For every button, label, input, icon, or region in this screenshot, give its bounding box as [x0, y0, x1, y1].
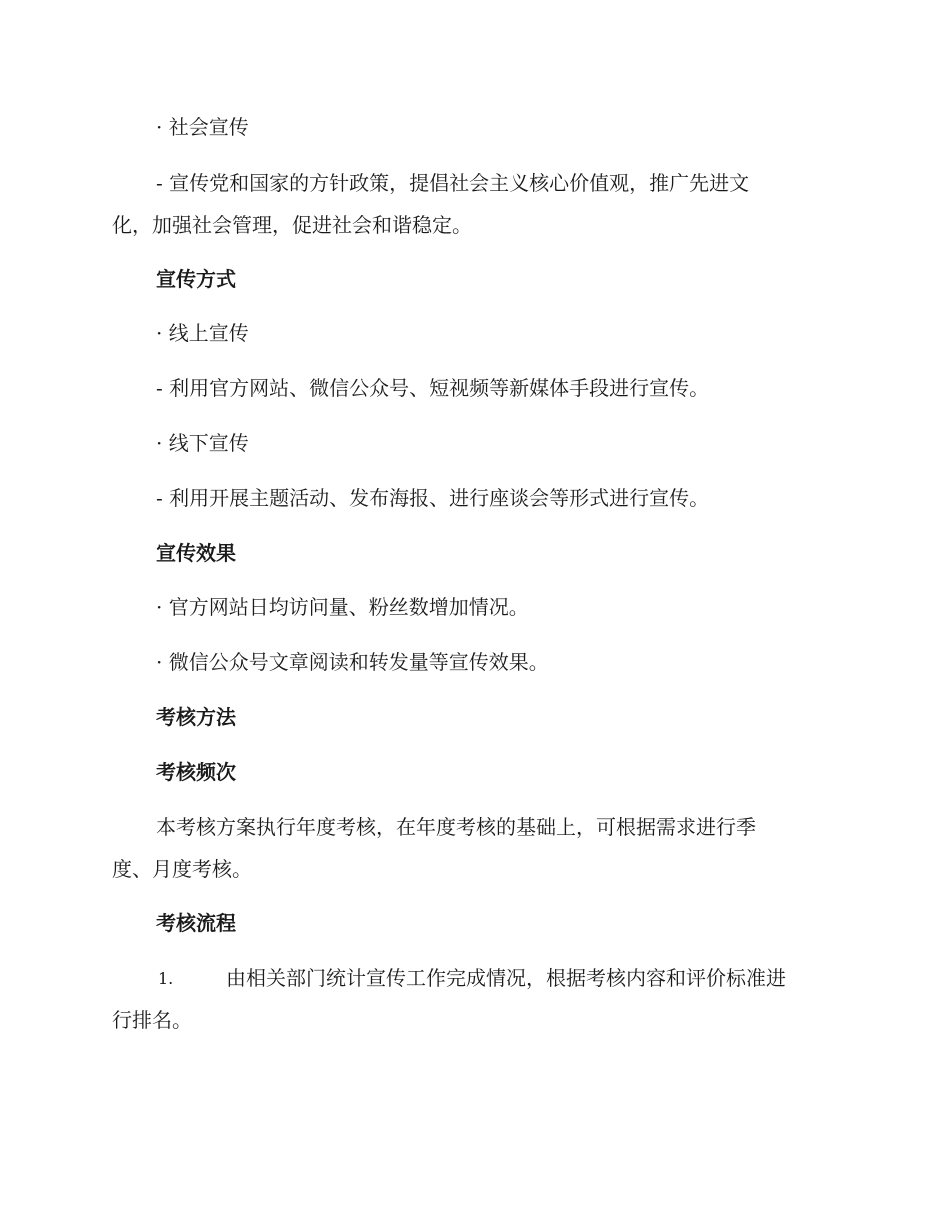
section-heading-publicity-methods: 宣传方式	[156, 267, 236, 291]
bullet-wechat-reads: · 微信公众号文章阅读和转发量等宣传效果。	[156, 650, 549, 674]
paragraph-line: 化，加强社会管理，促进社会和谐稳定。	[112, 213, 472, 237]
paragraph-line: 本考核方案执行年度考核，在年度考核的基础上，可根据需求进行季	[156, 815, 756, 839]
paragraph-line: - 利用开展主题活动、发布海报、进行座谈会等形式进行宣传。	[156, 486, 710, 510]
section-heading-assessment-frequency: 考核频次	[156, 760, 236, 784]
bullet-online-publicity: · 线上宣传	[156, 321, 249, 345]
paragraph-line: - 利用官方网站、微信公众号、短视频等新媒体手段进行宣传。	[156, 376, 710, 400]
section-heading-assessment-method: 考核方法	[156, 705, 236, 729]
section-heading-assessment-process: 考核流程	[156, 911, 236, 935]
bullet-social-publicity: · 社会宣传	[156, 115, 249, 139]
bullet-offline-publicity: · 线下宣传	[156, 431, 249, 455]
paragraph-line: 度、月度考核。	[112, 857, 252, 881]
paragraph-line: 行排名。	[112, 1008, 192, 1032]
paragraph-line: - 宣传党和国家的方针政策，提倡社会主义核心价值观，推广先进文	[156, 171, 750, 195]
bullet-website-visits: · 官方网站日均访问量、粉丝数增加情况。	[156, 595, 529, 619]
section-heading-publicity-effects: 宣传效果	[156, 541, 236, 565]
list-number: 1.	[158, 969, 174, 988]
paragraph-line: 由相关部门统计宣传工作完成情况，根据考核内容和评价标准进	[226, 966, 786, 990]
